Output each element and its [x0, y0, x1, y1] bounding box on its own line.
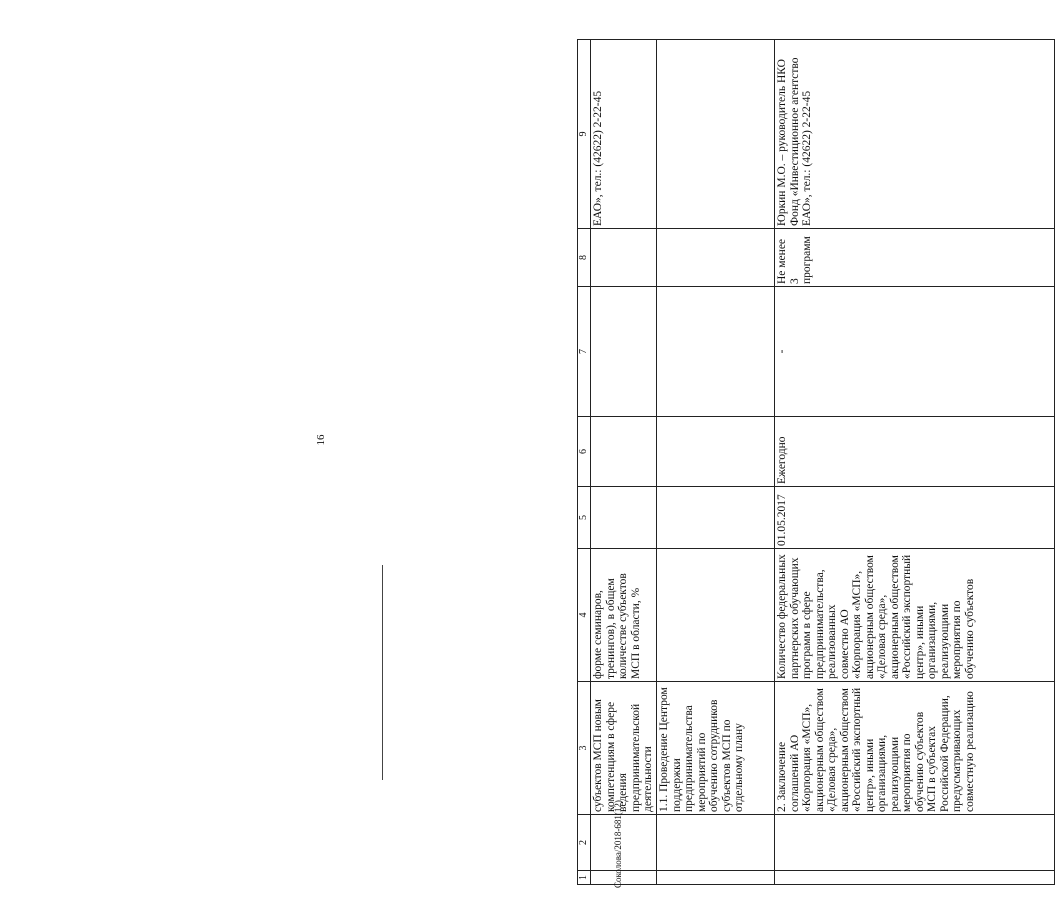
cell-c7: -: [775, 287, 1055, 417]
col-header-9: 9: [578, 40, 591, 229]
cell-c4: форме семинаров, тренингов), в общем количестве субъектов МСП в области, %: [591, 549, 657, 682]
col-header-1: 1: [578, 871, 591, 885]
cell-c9: [657, 40, 775, 229]
cell-c9: Юркин М.О. – руководитель НКО Фонд «Инвестиционное агентство ЕАО», тел.: (42622) 2-22-45: [775, 40, 1055, 229]
cell-c6: [591, 417, 657, 487]
col-header-4: 4: [578, 549, 591, 682]
table-canvas: [577, 40, 1059, 885]
cell-c6: [657, 417, 775, 487]
cell-c2: [775, 815, 1055, 871]
col-header-2: 2: [578, 815, 591, 871]
col-header-6: 6: [578, 417, 591, 487]
cell-c6: Ежегодно: [775, 417, 1055, 487]
rotated-table-container: [577, 40, 1059, 885]
cell-c5: [591, 487, 657, 549]
col-header-8: 8: [578, 229, 591, 287]
cell-c8: [591, 229, 657, 287]
cell-c3: субъектов МСП новым компетенциям в сфере ведения предпринимательской деятельности: [591, 682, 657, 815]
cell-c2: [657, 815, 775, 871]
col-header-3: 3: [578, 682, 591, 815]
cell-c3: 1.1. Проведение Центром поддержки предпринимательства мероприятий по обучению сотрудников субъектов МСП по отдельному плану: [657, 682, 775, 815]
cell-c5: 01.05.2017: [775, 487, 1055, 549]
cell-c7: [657, 287, 775, 417]
cell-c3: 2. Заключение соглашений АО «Корпорация «МСП», акционерным обществом «Деловая среда», акционерным обществом «Российский экспортный центр», иными организациями, реализующими мероприятия по обучению субъектов МСП в субъектах Российской Федерации, предусматривающих совместную реализацию: [775, 682, 1055, 815]
cell-c4: Количество федеральных партнерских обучающих программ в сфере предпринимательства, реализованных совместно АО «Корпорация «МСП», акционерным обществом «Деловая среда», акционерным обществом «Российский экспортный центр», иными организациями, реализующими мероприятия по обучению субъектов: [775, 549, 1055, 682]
table-row: [657, 40, 775, 885]
col-header-7: 7: [578, 287, 591, 417]
footer-stamp: Соколова/2018-681(12): [613, 800, 623, 888]
cell-c8: Не менее 3 программ: [775, 229, 1055, 287]
cell-c5: [657, 487, 775, 549]
cell-c9: ЕАО», тел.: (42622) 2-22-45: [591, 40, 657, 229]
table-row: [775, 40, 1055, 885]
col-header-5: 5: [578, 487, 591, 549]
page-number: 16: [315, 434, 327, 446]
cell-c7: [591, 287, 657, 417]
cell-c1: [775, 871, 1055, 885]
plan-table: [577, 39, 1055, 885]
signature-rule: [382, 565, 383, 780]
column-number-row: [578, 40, 591, 885]
cell-c4: [657, 549, 775, 682]
cell-c8: [657, 229, 775, 287]
cell-c1: [657, 871, 775, 885]
